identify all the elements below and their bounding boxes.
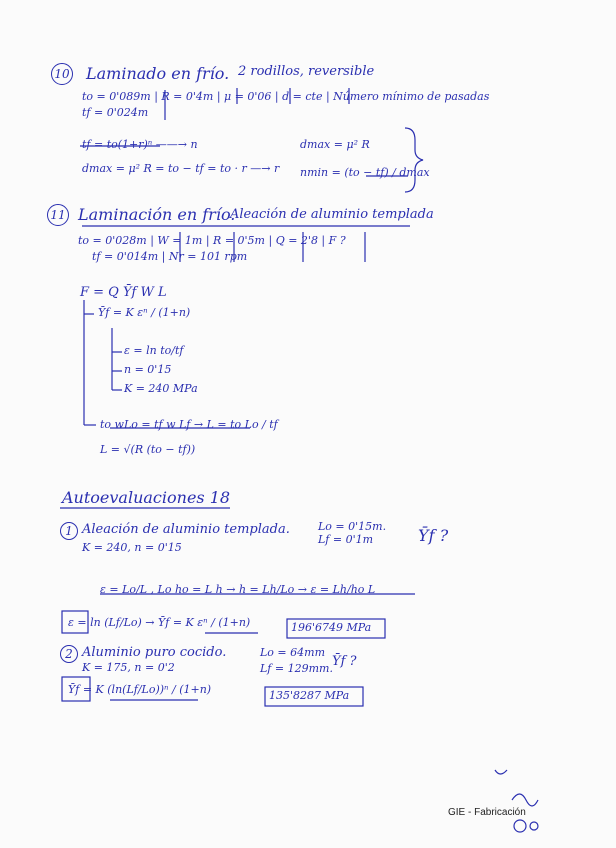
q1-data: Lo = 0'15m. Lf = 0'1m [318, 520, 387, 546]
footer-label: GIE - Fabricación [448, 807, 526, 818]
formula-force: F = Q Ȳf W L [80, 285, 167, 300]
formula-flow-stress: Ȳf = K εⁿ / (1+n) [98, 306, 191, 319]
formula-n: n = 0'15 [124, 363, 172, 376]
q1-struck-work: ε = Lo/L , Lo ho = L h → h = Lh/Lo → ε = Lh/ho L [100, 583, 376, 596]
problem-10-eq1-right: dmax = μ² R [300, 138, 370, 151]
problem-11-subtitle: Aleación de aluminio templada [230, 207, 434, 222]
problem-10-title: Laminado en frío. [86, 64, 230, 83]
formula-k: K = 240 MPa [124, 382, 198, 395]
q2-ask: Ȳf ? [332, 654, 357, 669]
q1-formula: ε = ln (Lf/Lo) → Ȳf = K εⁿ / (1+n) [68, 616, 251, 629]
q2-data-2: Lf = 129mm. [260, 662, 333, 675]
problem-11-number: 11 [47, 204, 69, 226]
q2-formula: Ȳf = K (ln(Lf/Lo))ⁿ / (1+n) [68, 683, 212, 696]
q1-ask: Ȳf ? [418, 526, 449, 545]
problem-11-givens: to = 0'028m | W = 1m | R = 0'5m | Q = 2'8 | F ? [78, 234, 346, 247]
q2-params: K = 175, n = 0'2 [82, 661, 175, 674]
problem-10-subtitle: 2 rodillos, reversible [238, 64, 375, 79]
q2-number: 2 [60, 645, 78, 663]
self-assessment-title: Autoevaluaciones 18 [62, 488, 231, 507]
q2-result: 135'8287 MPa [269, 689, 350, 702]
problem-10-givens: to = 0'089m | R = 0'4m | μ = 0'06 | d = cte | Número mínimo de pasadas [82, 90, 490, 103]
q2-data: Lo = 64mm [260, 646, 325, 659]
problem-11-givens-2: tf = 0'014m | Nr = 101 rpm [92, 250, 248, 263]
problem-10-eq1: tf = to(1+r)ⁿ ——→ n [82, 138, 198, 151]
problem-10-givens-2: tf = 0'024m [82, 106, 149, 119]
problem-10-number: 10 [51, 63, 73, 85]
q1-number: 1 [60, 522, 78, 540]
q1-result: 196'6749 MPa [291, 621, 372, 634]
formula-strain: ε = ln to/tf [124, 344, 184, 357]
problem-10-nmin: nmin = (to − tf) / dmax [300, 166, 430, 179]
formula-length-struck: to wLo = tf w Lf → L = to Lo / tf [100, 418, 278, 431]
q1-text: Aleación de aluminio templada. [82, 522, 290, 537]
formula-length: L = √(R (to − tf)) [100, 443, 196, 456]
q1-params: K = 240, n = 0'15 [82, 541, 182, 554]
problem-11-title: Laminación en frío. [78, 205, 236, 224]
q2-text: Aluminio puro cocido. [82, 645, 227, 660]
problem-10-eq2: dmax = μ² R = to − tf = to · r —→ r [82, 162, 280, 175]
